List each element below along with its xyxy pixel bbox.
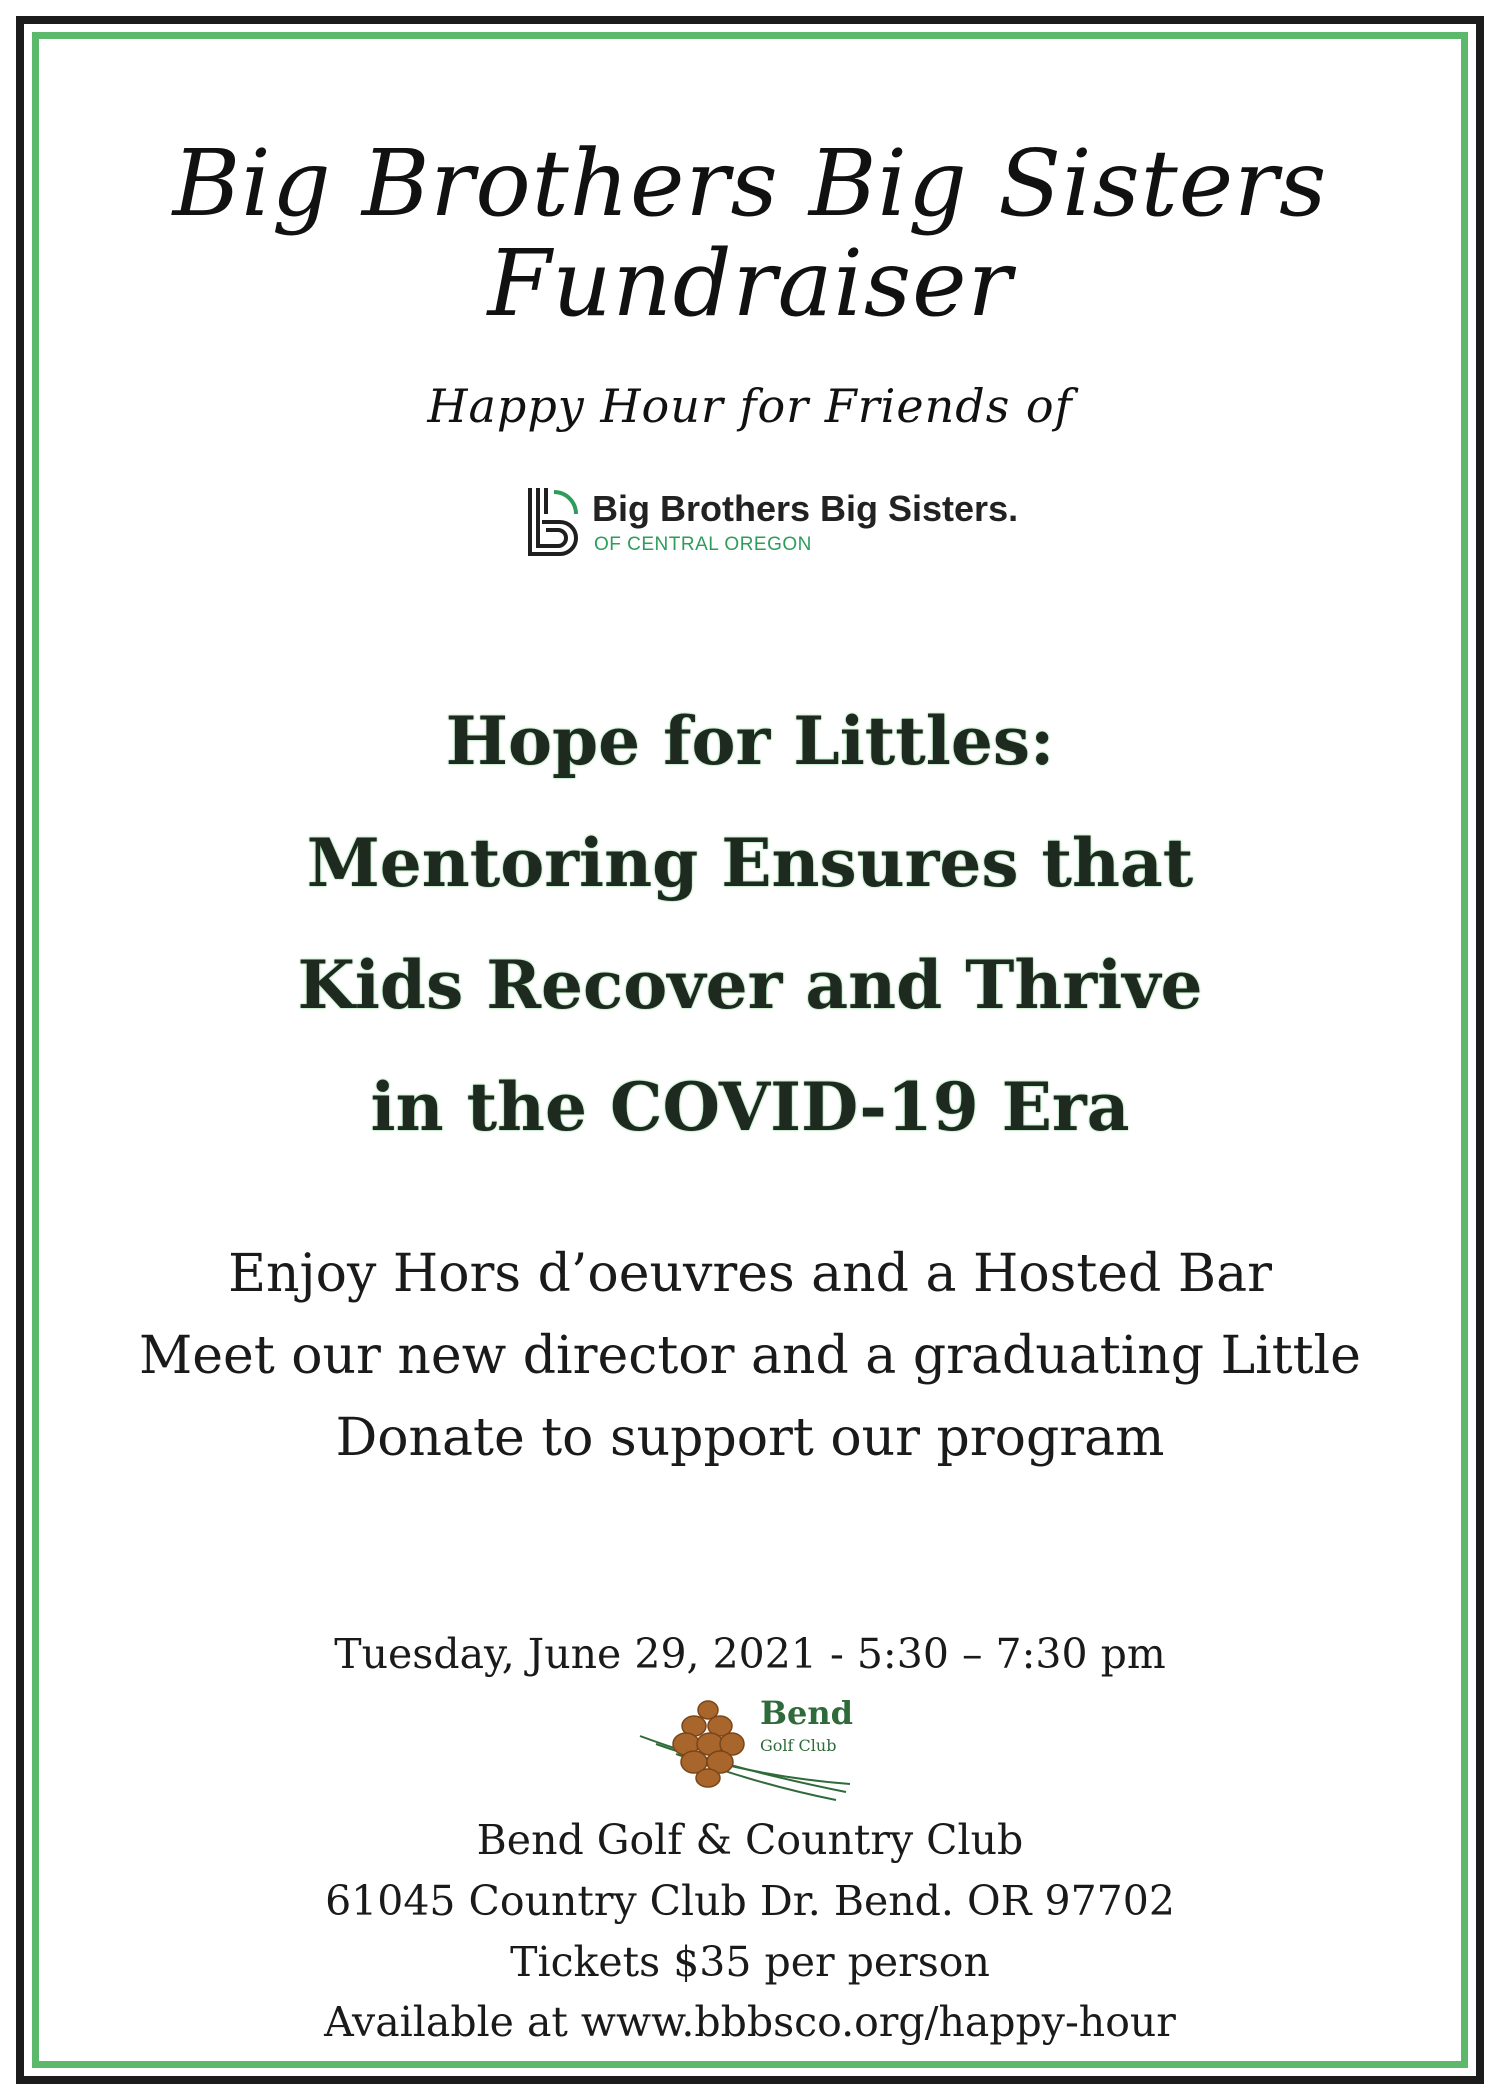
ticket-price: Tickets $35 per person xyxy=(510,1938,990,1986)
event-datetime: Tuesday, June 29, 2021 - 5:30 – 7:30 pm xyxy=(334,1630,1166,1678)
title-line-2: Fundraiser xyxy=(487,230,1013,337)
ticket-availability-link[interactable]: Available at www.bbbsco.org/happy-hour xyxy=(324,1998,1176,2046)
bbbs-logo xyxy=(524,484,1019,564)
org-region: OF CENTRAL OREGON xyxy=(594,534,812,555)
headline-line-3: Kids Recover and Thrive xyxy=(297,946,1203,1024)
highlight-meet-director: Meet our new director and a graduating Little xyxy=(139,1326,1361,1386)
headline-line-1: Hope for Littles: xyxy=(445,702,1055,780)
bbbs-logo-icon xyxy=(524,484,584,562)
subtitle: Happy Hour for Friends of xyxy=(427,379,1073,433)
highlight-hors-doeuvres: Enjoy Hors d’oeuvres and a Hosted Bar xyxy=(228,1244,1272,1304)
title-line-1: Big Brothers Big Sisters xyxy=(172,130,1328,237)
bend-golf-club-logo xyxy=(636,1688,876,1808)
headline-line-2: Mentoring Ensures that xyxy=(306,824,1194,902)
org-name: Big Brothers Big Sisters. xyxy=(592,488,1019,529)
venue-name: Bend Golf & Country Club xyxy=(476,1816,1024,1864)
highlight-donate: Donate to support our program xyxy=(335,1408,1165,1468)
golf-club-name: Bend xyxy=(760,1694,854,1732)
venue-address: 61045 Country Club Dr. Bend. OR 97702 xyxy=(325,1877,1175,1925)
flyer-content xyxy=(48,48,1452,2052)
golf-club-sub: Golf Club xyxy=(760,1736,837,1755)
headline-line-4: in the COVID-19 Era xyxy=(370,1068,1130,1146)
